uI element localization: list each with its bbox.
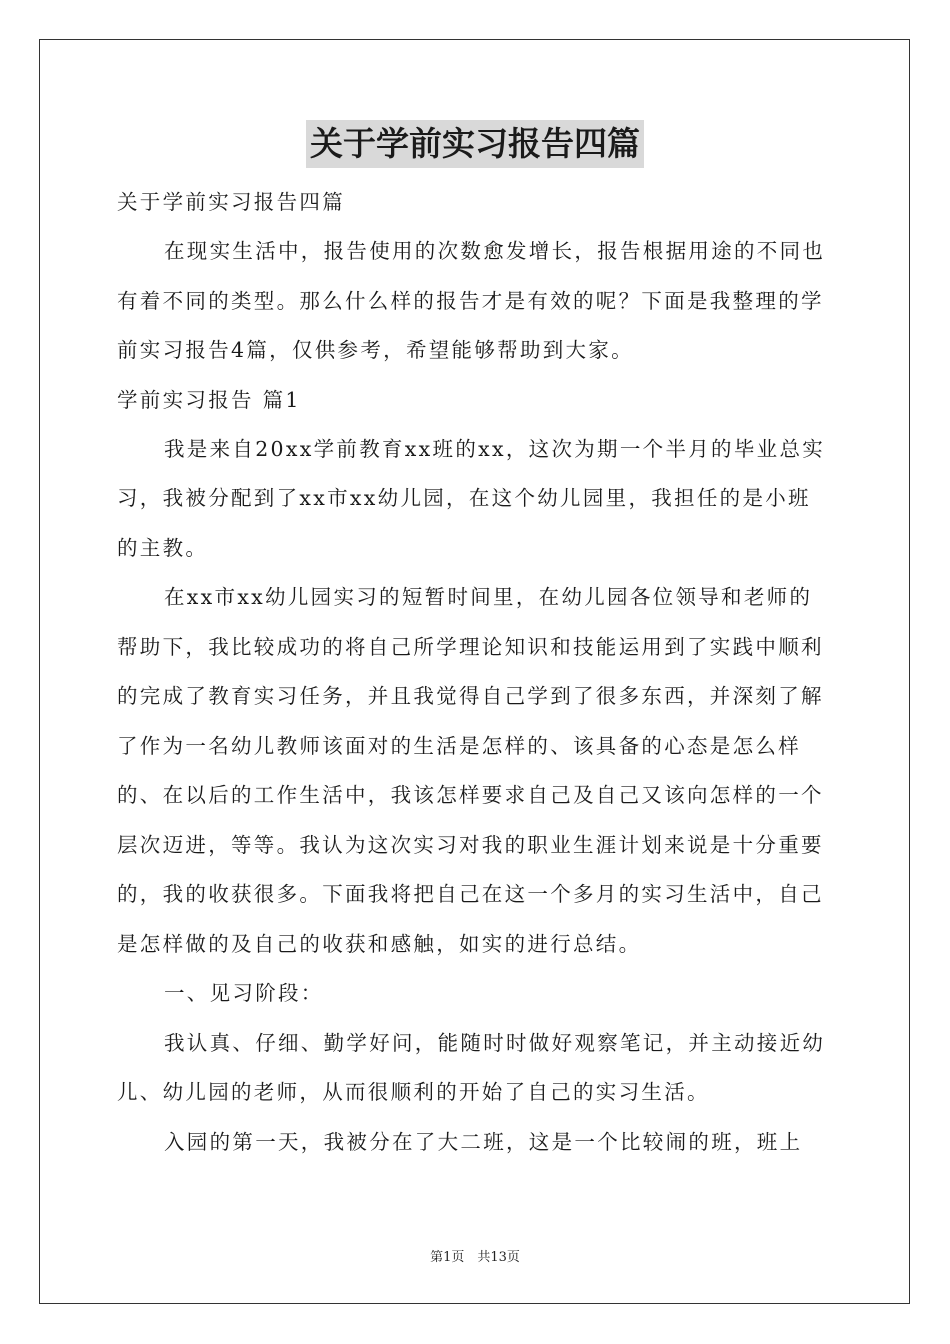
body-paragraph: 我认真、仔细、勤学好问，能随时时做好观察笔记，并主动接近幼儿、幼儿园的老师，从而很顺利的开始了自己的实习生活。 [117, 1030, 826, 1104]
body-paragraph: 我是来自20xx学前教育xx班的xx，这次为期一个半月的毕业总实习，我被分配到了xx市xx幼儿园，在这个幼儿园里，我担任的是小班的主教。 [117, 436, 826, 560]
document-subtitle: 关于学前实习报告四篇 [117, 190, 345, 214]
section-heading: 学前实习报告 篇1 [117, 387, 301, 412]
page-footer: 第1页 共13页 [430, 1250, 520, 1265]
intro-paragraph: 在现实生活中，报告使用的次数愈发增长，报告根据用途的不同也有着不同的类型。那么什么样的报告才是有效的呢？下面是我整理的学前实习报告4篇，仅供参考，希望能够帮助到大家。 [117, 239, 826, 362]
title-wrap [117, 120, 833, 172]
body-paragraph: 入园的第一天，我被分在了大二班，这是一个比较闹的班，班上 [164, 1129, 803, 1154]
body-paragraph: 在xx市xx幼儿园实习的短暂时间里，在幼儿园各位领导和老师的帮助下，我比较成功的将自己所学理论知识和技能运用到了实践中顺利的完成了教育实习任务，并且我觉得自己学到了很多东西，并深刻了解了作为一名幼儿教师该面对的生活是怎样的、该具备的心态是怎么样的、在以后的工作生活中，我该怎样要求自己及自己又该向怎样的一个层次迈进，等等。我认为这次实习对我的职业生涯计划来说是十分重要的，我的收获很多。下面我将把自己在这一个多月的实习生活中，自己是怎样做的及自己的收获和感触，如实的进行总结。 [117, 585, 824, 956]
document-body [117, 120, 833, 1167]
subsection-heading: 一、见习阶段： [164, 981, 324, 1005]
document-title: 关于学前实习报告四篇 [306, 120, 644, 168]
